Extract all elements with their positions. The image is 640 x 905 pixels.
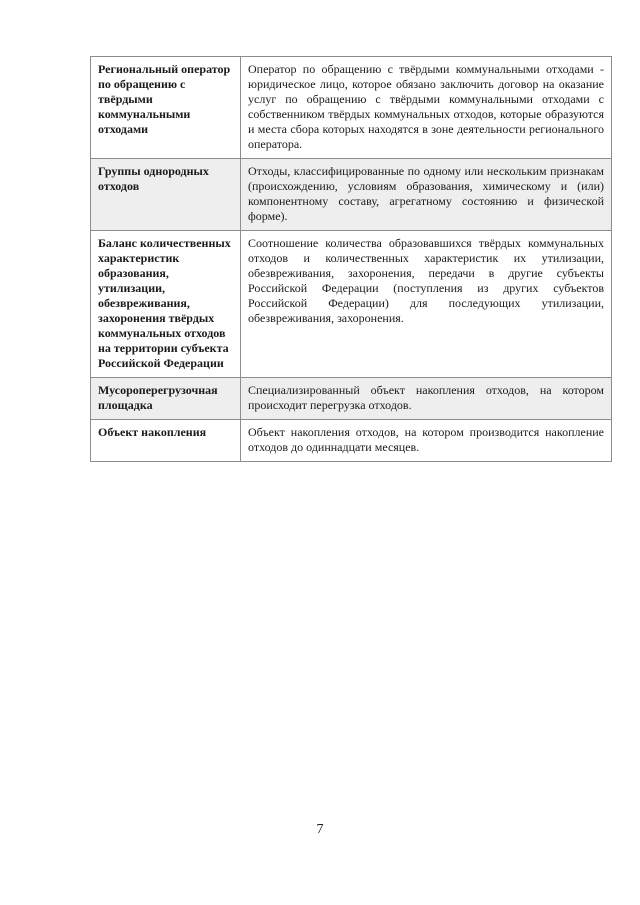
table-row [91,159,612,231]
definition-cell: Специализированный объект накопления отходов, на котором происходит перегрузка отходов. [241,378,612,420]
definition-cell: Соотношение количества образовавшихся твёрдых коммунальных отходов и количественных характеристик их утилизации, обезвреживания, захоронения, передачи в другие субъекты Российской Федерации (поступления из других субъектов Российской Федерации) для последующих утилизации, обезвреживания, захоронения. [241,231,612,378]
page-number: 7 [316,822,324,837]
table-row [91,378,612,420]
term-cell: Региональный оператор по обращению с твёрдыми коммунальными отходами [91,57,241,159]
glossary-table [90,56,612,462]
term-cell: Объект накопления [91,420,241,462]
table-row [91,420,612,462]
definition-cell: Отходы, классифицированные по одному или нескольким признакам (происхождению, условиям образования, химическому и (или) компонентному составу, агрегатному состоянию и физической форме). [241,159,612,231]
table-row [91,231,612,378]
table-row [91,57,612,159]
definition-cell: Объект накопления отходов, на котором производится накопление отходов до одиннадцати месяцев. [241,420,612,462]
term-cell: Мусороперегрузочная площадка [91,378,241,420]
definition-cell: Оператор по обращению с твёрдыми коммунальными отходами - юридическое лицо, которое обязано заключить договор на оказание услуг по обращению с твёрдыми коммунальными отходами с собственником твёрдых коммунальных отходов, которые образуются и места сбора которых находятся в зоне деятельности регионального оператора. [241,57,612,159]
term-cell: Баланс количественных характеристик образования, утилизации, обезвреживания, захоронения твёрдых коммунальных отходов на территории субъекта Российской Федерации [91,231,241,378]
term-cell: Группы однородных отходов [91,159,241,231]
